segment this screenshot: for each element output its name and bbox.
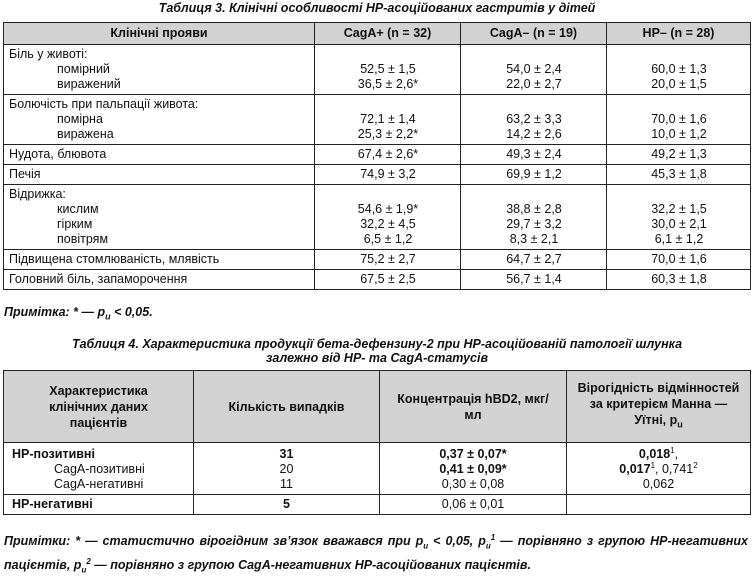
value: 29,7 ± 3,2	[506, 217, 562, 231]
table-row	[4, 45, 751, 95]
value: 72,1 ± 1,4	[360, 112, 416, 126]
value: 20,0 ± 1,5	[651, 77, 707, 91]
value-cell	[461, 45, 607, 95]
table3-note	[4, 305, 153, 322]
table-row	[4, 443, 751, 495]
note-sub: u	[485, 541, 491, 551]
value-cell: 69,9 ± 1,2	[461, 165, 607, 185]
value-cell: 49,3 ± 2,4	[461, 145, 607, 165]
value-cell: 64,7 ± 2,7	[461, 250, 607, 270]
sub-label: гірким	[57, 217, 93, 231]
group-title: Відрижка:	[9, 187, 66, 201]
value-cell	[194, 443, 380, 495]
value-cell	[380, 443, 567, 495]
table4	[3, 370, 751, 515]
group-title: Біль у животі:	[9, 47, 88, 61]
table4-header-significance	[567, 371, 751, 443]
note-text: < 0,05, p	[428, 534, 486, 549]
value: 0,018	[638, 447, 671, 461]
sub-label: кислим	[57, 202, 99, 216]
value: 0,30 ± 0,08	[441, 477, 505, 491]
note-text: < 0,05.	[110, 305, 153, 319]
value-cell: 60,3 ± 1,8	[607, 270, 751, 290]
sup: 2	[693, 460, 698, 470]
value-cell: 0,06 ± 0,01	[380, 495, 567, 515]
value: 25,3 ± 2,2*	[357, 127, 419, 141]
sub-label: CagA-негативні	[54, 477, 144, 491]
table-row	[4, 165, 751, 185]
value-cell	[461, 95, 607, 145]
value: , 0,741	[655, 462, 694, 476]
value: 52,5 ± 1,5	[360, 62, 416, 76]
row-label-cell	[4, 95, 315, 145]
row-label-cell	[4, 185, 315, 250]
value: 36,5 ± 2,6*	[357, 77, 419, 91]
value: ,	[674, 447, 679, 461]
value-cell: 74,9 ± 3,2	[315, 165, 461, 185]
table3	[3, 22, 751, 290]
table4-header-characteristics: Характеристика клінічних даних пацієнтів	[4, 371, 194, 443]
value-cell	[315, 45, 461, 95]
value: 54,6 ± 1,9*	[357, 202, 419, 216]
note-sup: 2	[86, 556, 91, 566]
table-row	[4, 185, 751, 250]
table-row	[4, 95, 751, 145]
value: 0,41 ± 0,09*	[439, 462, 507, 476]
note-text: Примітки: * — статистично вірогідним зв’язок вважався при p	[4, 534, 424, 549]
value: 20	[279, 462, 294, 476]
table4-header-row	[4, 371, 751, 443]
value: 54,0 ± 2,4	[506, 62, 562, 76]
value: 6,1 ± 1,2	[654, 232, 704, 246]
value: 22,0 ± 2,7	[506, 77, 562, 91]
row-label-cell: HP-негативні	[4, 495, 194, 515]
sub-label: виражений	[57, 77, 121, 91]
table4-caption-line2: залежно від HP- та CagA-статусів	[265, 351, 489, 365]
value-cell: 5	[194, 495, 380, 515]
header-sub: u	[677, 419, 683, 430]
value: 32,2 ± 4,5	[360, 217, 416, 231]
value-cell: 67,4 ± 2,6*	[315, 145, 461, 165]
value: 60,0 ± 1,3	[651, 62, 707, 76]
value-cell	[607, 45, 751, 95]
value-cell: 49,2 ± 1,3	[607, 145, 751, 165]
row-label-cell: Підвищена стомлюваність, млявість	[4, 250, 315, 270]
value: 0,062	[642, 477, 675, 491]
note-text: Примітка: * — p	[4, 305, 106, 319]
value-cell	[607, 185, 751, 250]
value: 70,0 ± 1,6	[651, 112, 707, 126]
table-row	[4, 495, 751, 515]
table-row	[4, 250, 751, 270]
value-cell: 67,5 ± 2,5	[315, 270, 461, 290]
value-cell	[315, 95, 461, 145]
table3-header-row	[4, 23, 751, 45]
table4-header-count: Кількість випадків	[194, 371, 380, 443]
group-title: HP-позитивні	[12, 447, 95, 461]
value: 30,0 ± 2,1	[651, 217, 707, 231]
value: 31	[279, 447, 294, 461]
value: 10,0 ± 1,2	[651, 127, 707, 141]
note-text: — порівняно з групою CagA-негативних HP-асоційованих пацієнтів.	[90, 557, 531, 572]
value: 32,2 ± 1,5	[651, 202, 707, 216]
note-sub: u	[105, 311, 111, 322]
value-cell	[567, 443, 751, 495]
table3-header-caga-neg: CagA– (n = 19)	[461, 23, 607, 45]
value-cell	[315, 185, 461, 250]
value: 11	[280, 477, 293, 491]
table-row	[4, 270, 751, 290]
value: 8,3 ± 2,1	[509, 232, 559, 246]
value-cell	[607, 95, 751, 145]
value: 0,37 ± 0,07*	[439, 447, 507, 461]
value-cell: 45,3 ± 1,8	[607, 165, 751, 185]
sub-label: помірний	[57, 62, 110, 76]
value: 6,5 ± 1,2	[363, 232, 413, 246]
group-title: Болючість при пальпації живота:	[9, 97, 199, 111]
value: 38,8 ± 2,8	[506, 202, 562, 216]
table3-header-caga-pos: CagA+ (n = 32)	[315, 23, 461, 45]
table3-header-symptoms: Клінічні прояви	[4, 23, 315, 45]
table4-caption	[0, 337, 754, 365]
table4-caption-line1: Таблиця 4. Характеристика продукції бета-дефензину-2 при HP-асоційованій патології шлунка	[71, 337, 683, 351]
row-label-cell	[4, 45, 315, 95]
table3-header-hp-neg: HP– (n = 28)	[607, 23, 751, 45]
note-text: — порівняно з групою HP-негативних пацієнтів, p	[4, 534, 749, 572]
row-label-cell: Головний біль, запаморочення	[4, 270, 315, 290]
row-label-cell: Печія	[4, 165, 315, 185]
value-cell: 75,2 ± 2,7	[315, 250, 461, 270]
table4-header-concentration: Концентрація hBD2, мкг/мл	[380, 371, 567, 443]
value: 63,2 ± 3,3	[506, 112, 562, 126]
note-sup: 1	[490, 533, 496, 542]
value-cell	[461, 185, 607, 250]
table3-caption: Таблиця 3. Клінічні особливості HP-асоційованих гастритів у дітей	[158, 1, 596, 15]
sub-label: помірна	[57, 112, 103, 126]
sup: 1	[650, 460, 656, 470]
sub-label: CagA-позитивні	[54, 462, 145, 476]
sup: 1	[670, 445, 675, 455]
note-sub: u	[423, 541, 429, 551]
row-label-cell: Нудота, блювота	[4, 145, 315, 165]
sub-label: повітрям	[57, 232, 109, 246]
row-label-cell	[4, 443, 194, 495]
sub-label: виражена	[57, 127, 114, 141]
note-sub: u	[81, 565, 87, 575]
table4-note	[4, 530, 748, 577]
value-cell: 70,0 ± 1,6	[607, 250, 751, 270]
value-cell	[567, 495, 751, 515]
table-row	[4, 145, 751, 165]
value-cell: 56,7 ± 1,4	[461, 270, 607, 290]
value: 0,017	[619, 462, 651, 476]
header-text: Вірогідність відмінностей за критерієм Манна — Уїтні, p	[577, 381, 740, 428]
value: 14,2 ± 2,6	[506, 127, 562, 141]
